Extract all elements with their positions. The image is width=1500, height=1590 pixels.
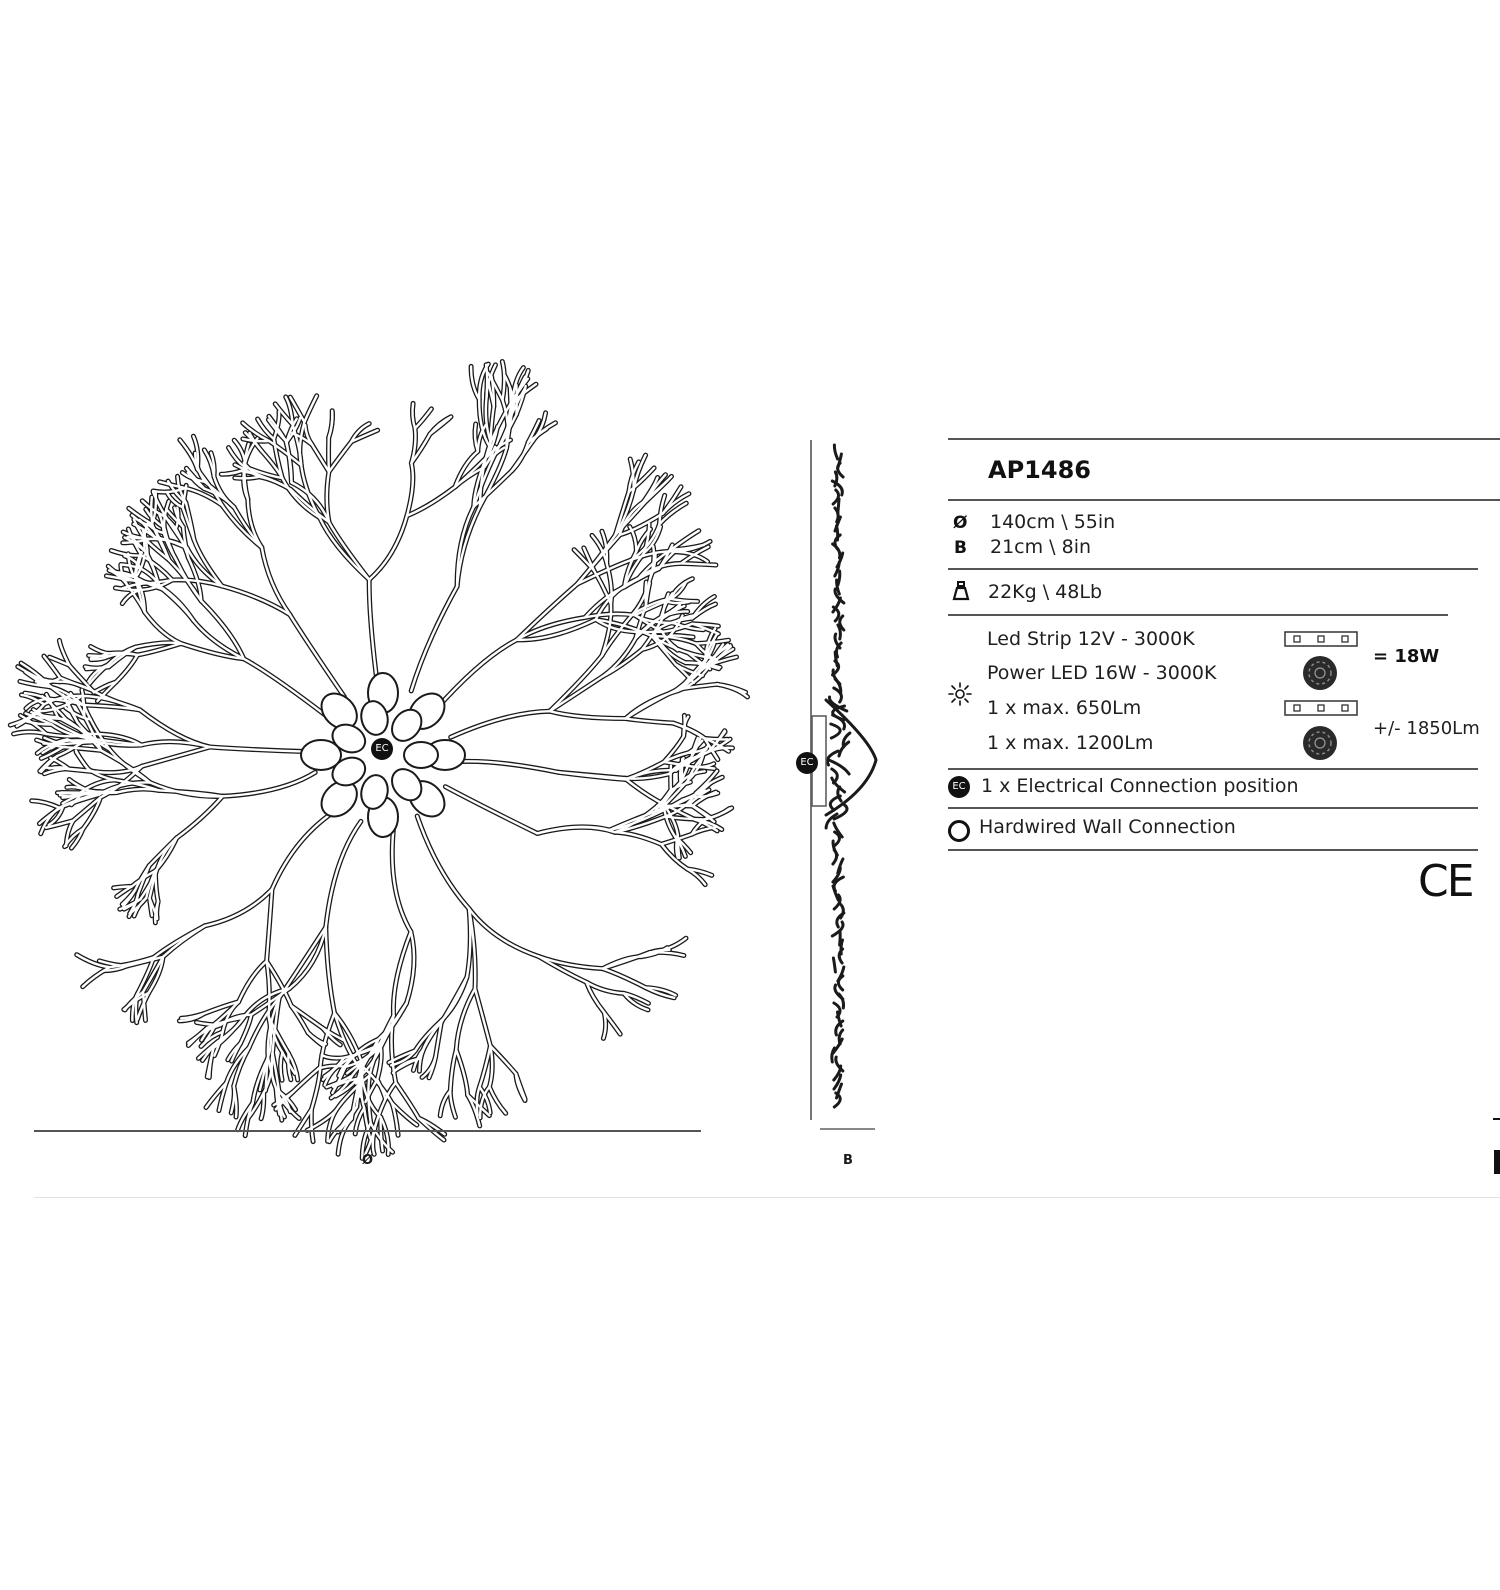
product-code: AP1486 xyxy=(988,456,1091,484)
front-dimension-label: Ø xyxy=(362,1153,374,1168)
light-line-4: 1 x max. 1200Lm xyxy=(987,732,1154,754)
ec-connection-text: 1 x Electrical Connection position xyxy=(981,775,1299,797)
weight-value: 22Kg \ 48Lb xyxy=(988,581,1102,603)
light-line-2: Power LED 16W - 3000K xyxy=(987,662,1217,684)
power-total: = 18W xyxy=(1373,646,1440,667)
spec-rule-3 xyxy=(948,614,1448,616)
edge-tick xyxy=(1493,1118,1500,1120)
hardwired-text: Hardwired Wall Connection xyxy=(979,816,1236,838)
power-led-icon xyxy=(1302,655,1338,691)
power-led-icon xyxy=(1302,725,1338,761)
spec-top-rule xyxy=(948,438,1500,440)
side-ec-marker: EC xyxy=(796,752,818,774)
ce-mark: CE xyxy=(1418,856,1473,907)
depth-symbol: B xyxy=(954,538,967,558)
hardwired-ring-icon xyxy=(948,820,970,842)
edge-block xyxy=(1494,1150,1500,1174)
front-ec-marker: EC xyxy=(371,738,393,760)
light-line-1: Led Strip 12V - 3000K xyxy=(987,628,1195,650)
spec-rule-6 xyxy=(948,849,1478,851)
side-dimension-line xyxy=(820,1128,875,1130)
spec-rule-5 xyxy=(948,807,1478,809)
light-sun-icon xyxy=(948,682,972,706)
light-line-3: 1 x max. 650Lm xyxy=(987,697,1142,719)
led-strip-icon xyxy=(1284,700,1358,716)
diameter-symbol: Ø xyxy=(953,513,968,533)
spec-rule-2 xyxy=(948,568,1478,570)
ec-badge-icon: EC xyxy=(948,776,970,798)
weight-icon xyxy=(950,580,972,602)
lumen-total: +/- 1850Lm xyxy=(1373,718,1480,739)
side-dimension-label: B xyxy=(843,1153,853,1168)
led-strip-icon xyxy=(1284,631,1358,647)
page-bottom-rule xyxy=(34,1197,1500,1198)
spec-rule-1 xyxy=(948,499,1500,501)
depth-value: 21cm \ 8in xyxy=(990,536,1092,558)
spec-rule-4 xyxy=(948,768,1478,770)
diameter-value: 140cm \ 55in xyxy=(990,511,1116,533)
